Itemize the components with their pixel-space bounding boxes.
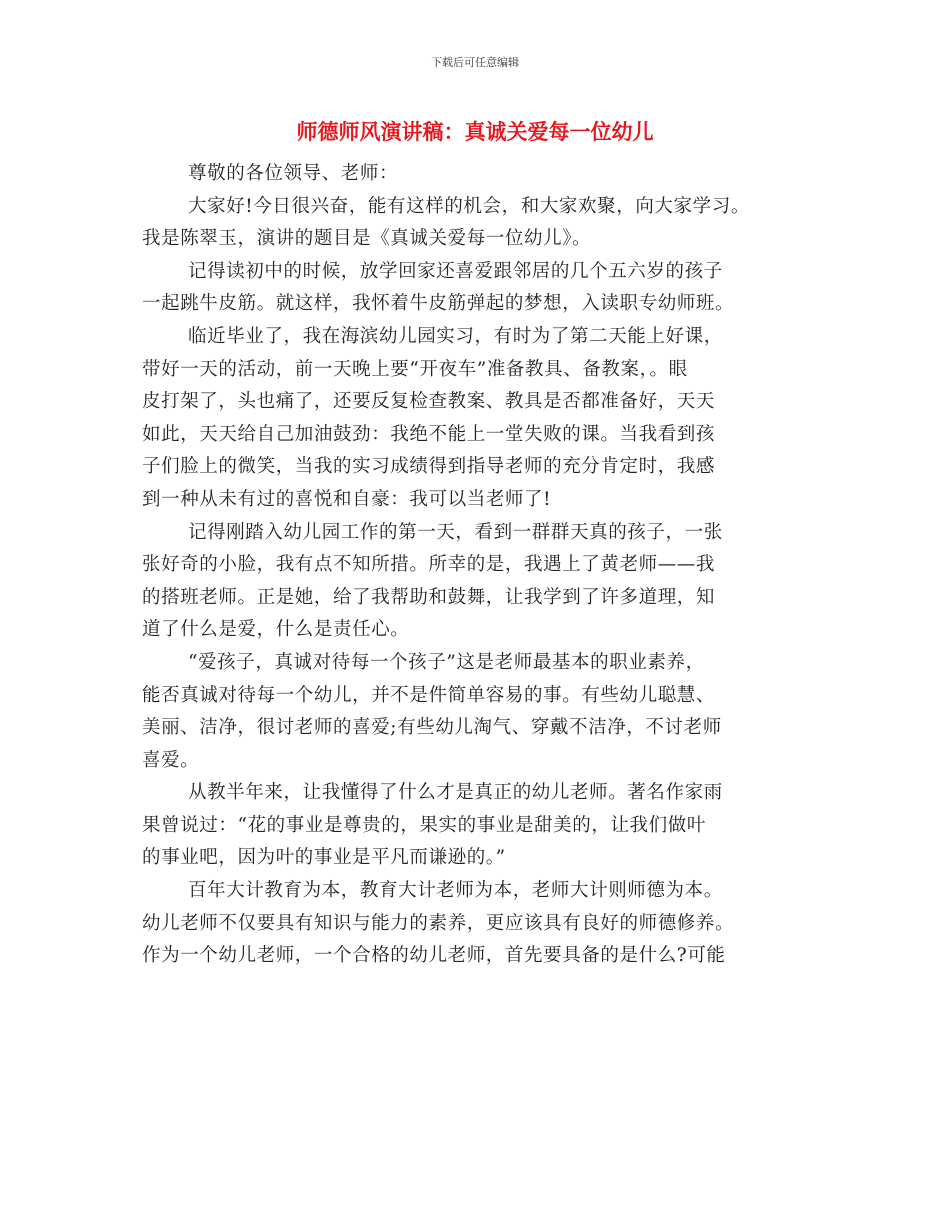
text-line: 临近毕业了，我在海滨幼儿园实习，有时为了第二天能上好课，	[188, 325, 723, 347]
text-line: 带好一天的活动，前一天晚上要“开夜车”准备教具、备教案，。眼	[142, 358, 688, 380]
document-body	[142, 158, 812, 973]
text-line: 我是陈翠玉，演讲的题目是《真诚关爱每一位幼儿》。	[142, 228, 592, 250]
text-line: 果曾说过：“花的事业是尊贵的，果实的事业是甜美的，让我们做叶	[142, 814, 706, 836]
text-line: 皮打架了，头也痛了，还要反复检查教案、教具是否都准备好，天天	[142, 391, 716, 413]
text-line: 张好奇的小脸，我有点不知所措。所幸的是，我遇上了黄老师——我	[142, 554, 716, 576]
text-line: 如此，天天给自己加油鼓劲：我绝不能上一堂失败的课。当我看到孩	[142, 423, 716, 445]
text-line: 美丽、洁净，很讨老师的喜爱;有些幼儿淘气、穿戴不洁净，不讨老师	[142, 717, 722, 739]
text-line: 道了什么是爱，什么是责任心。	[142, 619, 410, 641]
header-note: 下载后可任意编辑	[431, 56, 519, 69]
text-line: 尊敬的各位领导、老师：	[188, 163, 399, 184]
text-line: 能否真诚对待每一个幼儿，并不是件简单容易的事。有些幼儿聪慧、	[142, 684, 716, 706]
text-line: 大家好!今日很兴奋，能有这样的机会，和大家欢聚，向大家学习。	[188, 195, 750, 217]
text-line: 到一种从未有过的喜悦和自豪：我可以当老师了!	[142, 488, 552, 510]
text-line: 记得读初中的时候，放学回家还喜爱跟邻居的几个五六岁的孩子	[188, 260, 723, 282]
text-line: 从教半年来，让我懂得了什么才是真正的幼儿老师。著名作家雨	[188, 782, 723, 804]
text-line: 的搭班老师。正是她，给了我帮助和鼓舞，让我学到了许多道理，知	[142, 586, 716, 608]
text-line: 的事业吧，因为叶的事业是平凡而谦逊的。”	[142, 847, 506, 869]
document-title: 师德师风演讲稿：真诚关爱每一位幼儿	[296, 120, 654, 144]
text-line: 喜爱。	[142, 749, 200, 771]
text-line: 子们脸上的微笑，当我的实习成绩得到指导老师的充分肯定时，我感	[142, 456, 716, 478]
text-line: 幼儿老师不仅要具有知识与能力的素养，更应该具有良好的师德修养。	[142, 912, 735, 934]
text-line: 百年大计教育为本，教育大计老师为本，老师大计则师德为本。	[188, 880, 723, 902]
text-line: “爱孩子，真诚对待每一个孩子”这是老师最基本的职业素养，	[188, 651, 705, 673]
text-line: 作为一个幼儿老师，一个合格的幼儿老师，首先要具备的是什么?可能	[142, 945, 726, 967]
text-line: 一起跳牛皮筋。就这样，我怀着牛皮筋弹起的梦想，入读职专幼师班。	[142, 293, 735, 315]
text-line: 记得刚踏入幼儿园工作的第一天，看到一群群天真的孩子，一张	[188, 521, 723, 543]
